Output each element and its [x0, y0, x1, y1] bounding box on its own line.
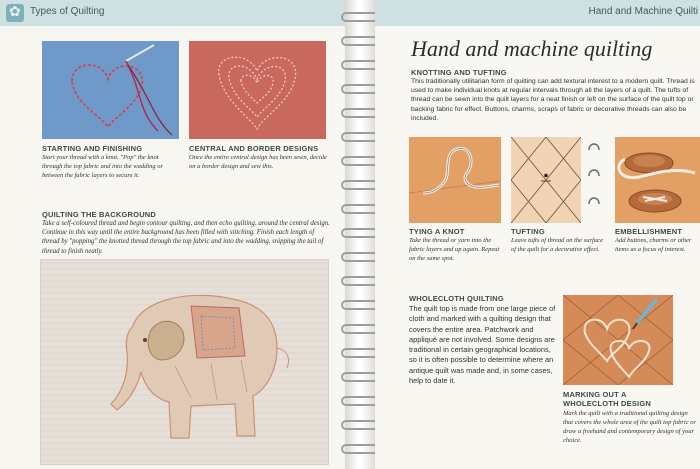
- binding-ring: [341, 156, 379, 166]
- binding-ring: [341, 372, 379, 382]
- tying-knot-illustration: [409, 137, 501, 223]
- elephant-quilt-photo: [40, 259, 329, 465]
- binding-ring: [341, 132, 379, 142]
- wholecloth-heading: WHOLECLOTH QUILTING: [409, 294, 504, 303]
- binding-ring: [341, 36, 379, 46]
- binding-ring: [341, 324, 379, 334]
- left-section-title: Types of Quilting: [30, 6, 105, 17]
- binding-ring: [341, 108, 379, 118]
- central-border-photo: [189, 41, 326, 139]
- knotting-heading: KNOTTING AND TUFTING: [411, 68, 507, 77]
- embellishment-heading: EMBELLISHMENT: [615, 227, 683, 236]
- binding-ring: [341, 84, 379, 94]
- starting-finishing-photo: [42, 41, 179, 139]
- embellishment-text: Add buttons, charms or other items as a focus of interest.: [615, 237, 692, 253]
- right-header-band: [375, 0, 700, 26]
- tying-heading: TYING A KNOT: [409, 227, 465, 236]
- wholecloth-text: The quilt top is made from one large piece of cloth and marked with a quilting design that covers the entire area. Patchwork and appliqué are not involved. Some designs are traditional in certain geographical locations, so it is often possible to determine where an antique quilt was made and, in some cases, help to date it.: [409, 304, 556, 386]
- flower-logo-icon: [6, 4, 24, 22]
- tufting-text: Leave tufts of thread on the surface of the quilt for a decorative effect.: [511, 237, 603, 253]
- wholecloth-design-illustration: [563, 295, 673, 385]
- right-page: [375, 0, 700, 469]
- left-page: [0, 0, 345, 469]
- binding-ring: [341, 300, 379, 310]
- tufting-illustration: [511, 137, 581, 223]
- binding-ring: [341, 252, 379, 262]
- binding-ring: [341, 180, 379, 190]
- embellishment-illustration: [615, 137, 700, 223]
- marking-text: Mark the quilt with a traditional quilting design that covers the whole area of the quilt top fabric or draw a freehand and contemporary design of your choice.: [563, 410, 696, 444]
- binding-ring: [341, 276, 379, 286]
- marking-heading-line1: MARKING OUT A: [563, 390, 627, 399]
- knotting-text: This traditionally utilitarian form of quilting can add textural interest to a modern quilt. Thread is used to make individual knots at regular intervals through all the layers of a quilt. The tufts of thread can be sewn into the quilt layers for a neat finish or left on the surface of the quilt top or backing fabric for effect. Buttons, charms, scraps of fabric or decorative threads can also be included.: [411, 78, 695, 122]
- starting-heading: STARTING AND FINISHING: [42, 144, 143, 153]
- left-header-band: [0, 0, 345, 26]
- starting-text: Start your thread with a knot. "Pop" the knot through the top fabric and into the wadding or between the fabric layers to secure it.: [42, 154, 164, 179]
- binding-ring: [341, 204, 379, 214]
- binding-ring: [341, 348, 379, 358]
- binding-ring: [341, 396, 379, 406]
- binding-ring: [341, 12, 379, 22]
- right-section-title: Hand and Machine Quilti: [588, 6, 698, 17]
- tying-text: Take the thread or yarn into the fabric layers and up again. Repeat on the same spot.: [409, 237, 500, 262]
- tuft-stitches-icon: [583, 140, 609, 220]
- binding-ring: [341, 60, 379, 70]
- background-heading: QUILTING THE BACKGROUND: [42, 210, 157, 219]
- central-heading: CENTRAL AND BORDER DESIGNS: [189, 144, 319, 153]
- tufting-heading: TUFTING: [511, 227, 545, 236]
- marking-heading-line2: WHOLECLOTH DESIGN: [563, 399, 651, 408]
- binding-ring: [341, 420, 379, 430]
- central-text: Once the entire central design has been sewn, decide on a border design and sew this.: [189, 154, 327, 170]
- background-text: Take a self-coloured thread and begin contour quilting, and then echo quilting, around the central design. Continue in this way until the entire background has been filled with stitching. Finish each length of thread by "popping" the knotted thread through the top fabric and into the wadding, snipping the tail of thread to finish neatly.: [42, 220, 330, 255]
- page-title: Hand and machine quilting: [411, 36, 653, 61]
- binding-ring: [341, 228, 379, 238]
- binding-ring: [341, 444, 379, 454]
